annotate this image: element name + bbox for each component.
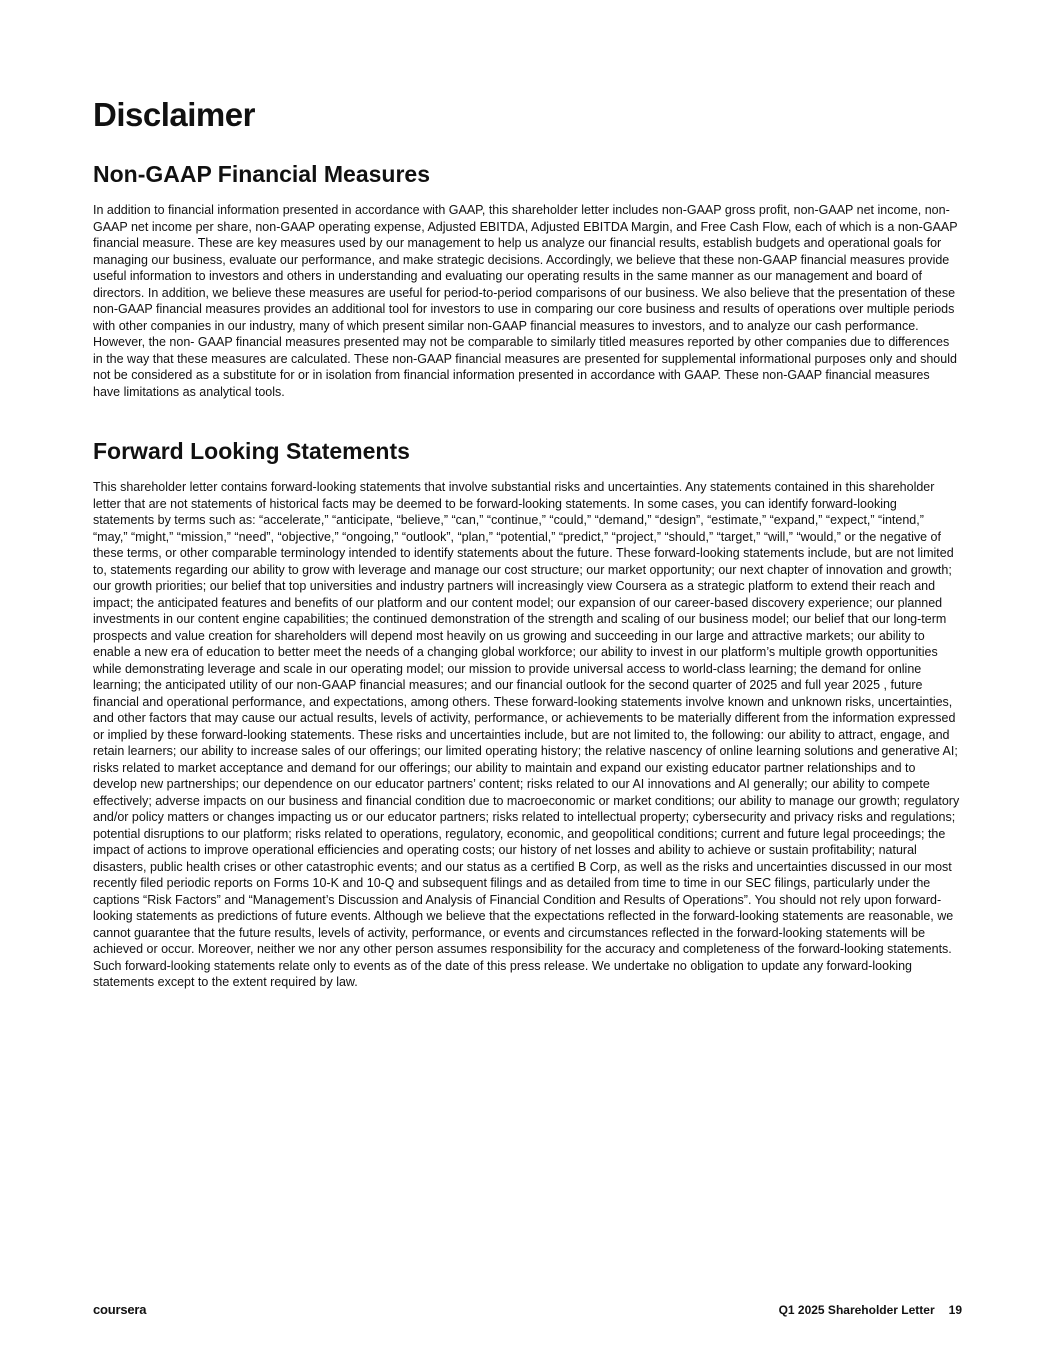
- footer-label: [779, 1303, 962, 1317]
- section-body-non-gaap: In addition to financial information presented in accordance with GAAP, this shareholder letter includes non-GAAP gross profit, non-GAAP net income, non-GAAP net income per share, non-GAAP operating expense, Adjusted EBITDA, Adjusted EBITDA Margin, and Free Cash Flow, each of which is a non-GAAP financial measure. These are key measures used by our management to help us analyze our financial results, establish budgets and operational goals for managing our business, evaluate our performance, and make strategic decisions. Accordingly, we believe that these non-GAAP financial measures provide useful information to investors and others in understanding and evaluating our operating results in the same manner as our management and board of directors. In addition, we believe these measures are useful for period-to-period comparisons of our business. We also believe that the presentation of these non-GAAP financial measures provides an additional tool for investors to use in comparing our core business and results of operations over multiple periods with other companies in our industry, many of which present similar non-GAAP financial measures to investors, and to analyze our cash performance. However, the non- GAAP financial measures presented may not be comparable to similarly titled measures reported by other companies due to differences in the way that these measures are calculated. These non-GAAP financial measures are presented for supplemental informational purposes only and should not be considered as a substitute for or in isolation from financial information presented in accordance with GAAP. These non-GAAP financial measures have limitations as analytical tools.: [93, 203, 958, 399]
- page-title: Disclaimer: [93, 96, 255, 133]
- section-body-forward-looking: This shareholder letter contains forward-looking statements that involve substantial risks and uncertainties. Any statements contained in this shareholder letter that are not statements of historical facts may be deemed to be forward-looking statements. In some cases, you can identify forward-looking statements by terms such as: “accelerate,” “anticipate, “believe,” “can,” “continue,” “could,” “demand,” “design”, “estimate,” “expand,” “expect,” “intend,” “may,” “might,” “mission,” “need”, “objective,” “ongoing,” “outlook”, “plan,” “potential,” “predict,” “project,” “should,” “target,” “will,” “would,” or the negative of these terms, or other comparable terminology intended to identify statements about the future. These forward-looking statements include, but are not limited to, statements regarding our ability to grow with leverage and manage our cost structure; our market opportunity; our next chapter of innovation and growth; our growth priorities; our belief that top universities and industry partners will increasingly view Coursera as a strategic platform to extend their reach and impact; the anticipated features and benefits of our platform and our content model; our expansion of our career-based discovery experience; our planned investments in our content engine capabilities; the continued demonstration of the strength and scaling of our business model; our belief that our long-term prospects and value creation for shareholders will depend most heavily on us growing and succeeding in our large and attractive markets; our ability to enable a new era of education to better meet the needs of a changing global workforce; our ability to invest in our platform’s multiple growth opportunities while demonstrating leverage and scale in our operating model; our mission to provide universal access to world-class learning; the demand for online learning; the anticipated utility of our non-GAAP financial measures; and our financial outlook for the second quarter of 2025 and full year 2025 , future financial and operational performance, and expectations, among others. These forward-looking statements involve known and unknown risks, uncertainties, and other factors that may cause our actual results, levels of activity, performance, or achievements to be materially different from the information expressed or implied by these forward-looking statements. These risks and uncertainties include, but are not limited to, the following: our ability to attract, engage, and retain learners; our ability to increase sales of our offerings; our limited operating history; the relative nascency of online learning solutions and generative AI; risks related to market acceptance and demand for our offerings; our ability to maintain and expand our existing educator partner relationships and to develop new partnerships; our dependence on our educator partners’ content; risks related to our AI innovations and AI generally; our ability to compete effectively; adverse impacts on our business and financial condition due to macroeconomic or market conditions; our ability to manage our growth; regulatory and/or policy matters or changes impacting us or our educator partners; risks related to intellectual property; cybersecurity and privacy risks and regulations; potential disruptions to our platform; risks related to operations, regulatory, economic, and geopolitical conditions; current and future legal proceedings; the impact of actions to improve operational efficiencies and operating costs; our history of net losses and ability to achieve or sustain profitability; natural disasters, public health crises or other catastrophic events; and our status as a certified B Corp, as well as the risks and uncertainties discussed in our most recently filed periodic reports on Forms 10-K and 10-Q and subsequent filings and as detailed from time to time in our SEC filings, particularly under the captions “Risk Factors” and “Management’s Discussion and Analysis of Financial Condition and Results of Operations”. You should not rely upon forward-looking statements as predictions of future events. Although we believe that the expectations reflected in the forward-looking statements are reasonable, we cannot guarantee that the future results, levels of activity, performance, or events and circumstances reflected in the forward-looking statements will be achieved or occur. Moreover, neither we nor any other person assumes responsibility for the accuracy and completeness of the forward-looking statements. Such forward-looking statements relate only to events as of the date of this press release. We undertake no obligation to update any forward-looking statements except to the extent required by law.: [93, 480, 960, 989]
- section-heading-forward-looking: Forward Looking Statements: [93, 438, 410, 464]
- section-heading-non-gaap: Non-GAAP Financial Measures: [93, 161, 430, 187]
- page-number: 19: [948, 1303, 962, 1317]
- document-label: Q1 2025 Shareholder Letter: [778, 1303, 935, 1317]
- coursera-logo: coursera: [93, 1302, 147, 1317]
